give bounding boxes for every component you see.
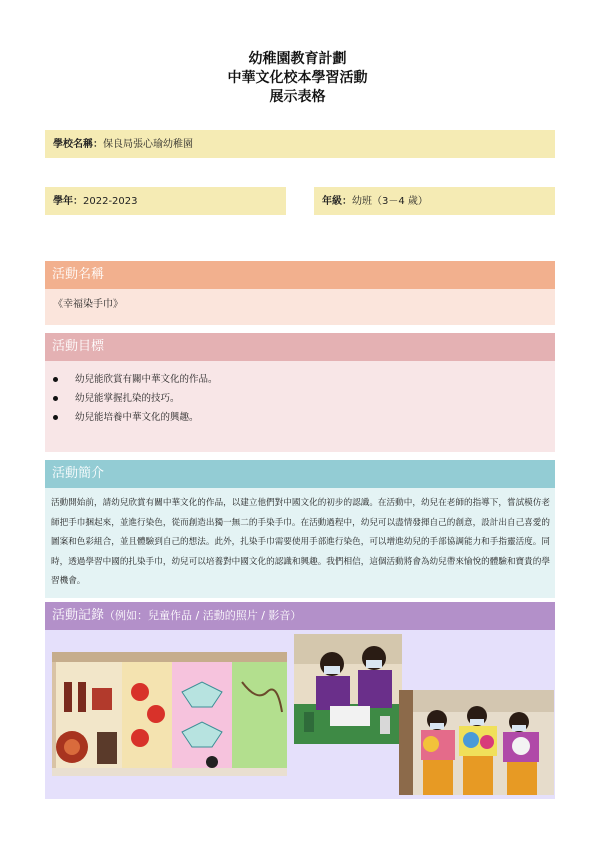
objective-item <box>45 408 555 427</box>
title-line-3: 展示表格 <box>269 89 326 105</box>
activity-name-value: 《幸福染手巾》 <box>53 299 123 310</box>
bullet-icon <box>53 415 58 420</box>
intro-header <box>45 460 555 488</box>
title-line-1: 幼稚園教育計劃 <box>248 51 347 67</box>
children-holding-tiedye-illustration <box>399 690 554 795</box>
children-dyeing-illustration <box>294 634 402 744</box>
children-dyeing-photo <box>294 634 402 744</box>
objectives-heading: 活動目標 <box>52 339 105 354</box>
objective-item <box>45 389 555 408</box>
school-year-field <box>45 187 286 215</box>
intro-body <box>45 488 555 598</box>
activity-name-body <box>45 289 555 325</box>
children-holding-tiedye-photo <box>399 690 554 795</box>
objective-text: 幼兒能掌握扎染的技巧。 <box>75 393 180 404</box>
grade-field <box>314 187 555 215</box>
school-name-value: 保良局張心瑜幼稚園 <box>103 139 193 150</box>
page-title <box>0 50 595 107</box>
objective-item <box>45 370 555 389</box>
title-line-2: 中華文化校本學習活動 <box>227 70 368 86</box>
bullet-icon <box>53 396 58 401</box>
activity-name-header <box>45 261 555 289</box>
records-subheading: （例如：兒童作品 / 活動的照片 / 影音） <box>104 609 302 622</box>
bullet-icon <box>53 377 58 382</box>
intro-paragraph: 活動開始前，請幼兒欣賞有關中華文化的作品，以建立他們對中國文化的初步的認識。在活動中，幼兒在老師的指導下，嘗試模仿老師把手巾捆起來，並進行染色，從而創造出獨一無二的手染手巾。在活動過程中，幼兒可以盡情發揮自己的創意，設計出自己喜愛的圖案和色彩組合，並且體驗到自己的想法。此外，扎染手巾需要使用手部進行染色，可以增進幼兒的手部協調能力和手指靈活度。同時，透過學習中國的扎染手巾，幼兒可以培養對中國文化的認識和興趣。我們相信，這個活動將會為幼兒帶來愉悅的體驗和寶貴的學習機會。 <box>51 498 550 586</box>
objectives-list <box>45 361 555 427</box>
intro-heading: 活動簡介 <box>52 466 105 481</box>
school-name-field <box>45 130 555 158</box>
grade-value: 幼班（3－4 歲） <box>352 196 428 207</box>
school-year-label: 學年： <box>53 196 83 207</box>
records-header <box>45 602 555 630</box>
records-heading: 活動記錄 <box>52 608 105 623</box>
objectives-body <box>45 361 555 452</box>
school-year-value: 2022-2023 <box>83 196 138 207</box>
classroom-display-illustration <box>52 652 287 776</box>
school-name-label: 學校名稱： <box>53 139 103 150</box>
objective-text: 幼兒能培養中華文化的興趣。 <box>75 412 199 423</box>
classroom-display-photo <box>52 652 287 776</box>
objectives-header <box>45 333 555 361</box>
activity-name-heading: 活動名稱 <box>52 267 105 282</box>
objective-text: 幼兒能欣賞有關中華文化的作品。 <box>75 374 218 385</box>
grade-label: 年級： <box>322 196 352 207</box>
